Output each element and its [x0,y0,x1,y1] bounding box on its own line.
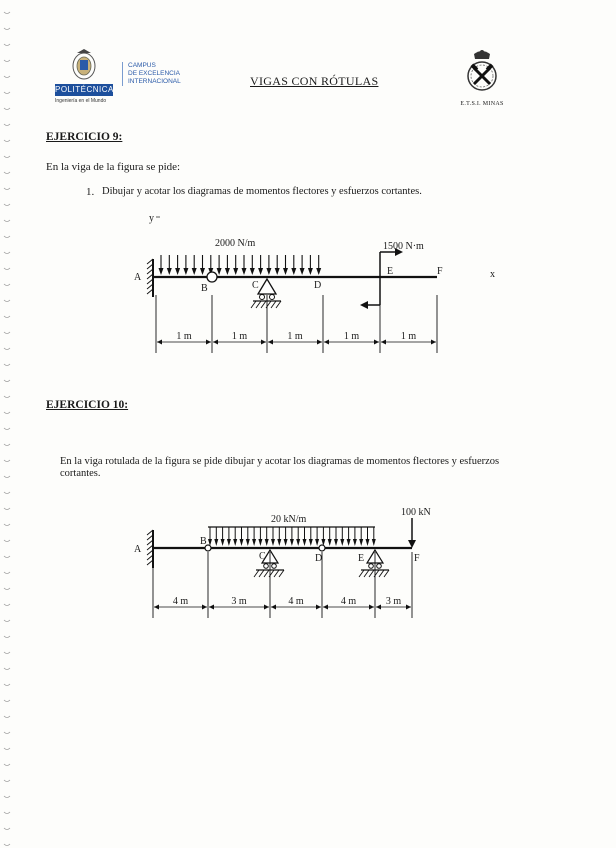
dimension-label: 1 m [343,331,360,342]
exercise-9-intro: En la viga de la figura se pide: [46,161,181,173]
binding-mark [4,220,10,222]
binding-mark [4,188,10,190]
load-arrow-head [250,268,255,275]
binding-mark [4,492,10,494]
load-arrow-head [328,539,332,546]
load-arrow-head [315,539,319,546]
binding-mark [4,124,10,126]
load-arrow-head [334,539,338,546]
dimension-label: 4 m [340,596,357,607]
binding-mark [4,828,10,830]
campus-line: CAMPUS [128,62,156,69]
point-a-label: A [134,544,142,555]
load-arrow-head [372,539,376,546]
ground-hatch-line [254,570,259,577]
binding-mark [4,604,10,606]
load-arrow-head [242,268,247,275]
binding-mark [4,588,10,590]
binding-mark [4,796,10,798]
binding-mark [4,508,10,510]
binding-mark [4,620,10,622]
exercise-9-item-number: 1. [86,186,95,198]
load-arrow-head [214,539,218,546]
binding-mark [4,668,10,670]
dimension-label: 4 m [172,596,189,607]
ground-hatch-line [276,301,281,308]
point-f-label: F [437,266,443,277]
ground-hatch-line [256,301,261,308]
ground-hatch-line [369,570,374,577]
exercise-9-item-text: Dibujar y acotar los diagramas de momentos flectores y esfuerzos cortantes. [102,186,422,197]
page-header [0,40,616,110]
binding-mark [4,252,10,254]
dimension-arrow [381,340,386,345]
university-logo [55,48,114,104]
binding-mark [4,364,10,366]
binding-mark [4,172,10,174]
load-arrow-head [221,539,225,546]
load-arrow-head [291,268,296,275]
moment-label: 1500 N·m [383,241,424,252]
load-arrow-head [353,539,357,546]
dimension-label: 1 m [231,331,248,342]
binding-mark [4,428,10,430]
load-arrow-head [303,539,307,546]
dimension-arrow [317,340,322,345]
binding-mark [4,396,10,398]
beam-diagram-ex10 [128,500,438,625]
load-arrow-head [290,539,294,546]
dimension-label: 1 m [287,331,303,342]
fixed-support-a [147,259,153,297]
distributed-load-label: 2000 N/m [215,238,256,249]
binding-mark [4,764,10,766]
dimension-arrow [324,340,329,345]
load-arrow-head [308,268,313,275]
binding-mark [4,572,10,574]
ground-hatch-line [251,301,256,308]
load-arrow-head [359,539,363,546]
load-arrow-head [233,268,238,275]
binding-mark [4,524,10,526]
axis-y-label: y [149,213,154,224]
dimension-arrow [431,340,436,345]
school-logo [452,48,512,107]
load-arrow-head [300,268,305,275]
load-arrow-head [258,268,263,275]
exercise-10-heading: EJERCICIO 10: [46,399,129,411]
dimension-lines [156,295,437,353]
dimension-arrow [271,605,276,610]
binding-mark [4,460,10,462]
load-arrow-head [252,539,256,546]
dimension-arrow [374,340,379,345]
dimension-arrow [157,340,162,345]
distributed-load-label: 20 kN/m [271,514,307,525]
hinge-b [207,272,217,282]
beam-diagram-ex9 [125,205,515,355]
binding-mark [4,812,10,814]
load-arrow-head [159,268,164,275]
binding-mark [4,444,10,446]
load-arrow-head [192,268,197,275]
ground-hatch-line [271,301,276,308]
fixed-support-a [147,530,153,568]
point-load-label: 100 kN [401,507,431,518]
binding-mark [4,844,10,846]
ground-hatch-line [384,570,389,577]
campus-line: DE EXCELENCIA [128,70,181,77]
binding-mark [4,700,10,702]
axis-x-label: x [490,269,495,280]
point-b-label: B [201,283,208,294]
point-b-label: B [200,536,207,547]
dimension-arrow [202,605,207,610]
ground-hatch-line [274,570,279,577]
binding-mark [4,780,10,782]
binding-mark [4,412,10,414]
binding-mark [4,348,10,350]
load-arrow-head [233,539,237,546]
load-arrow-head [266,268,271,275]
load-arrow-head [347,539,351,546]
school-crest-icon [460,48,504,94]
binding-mark [4,12,10,14]
binding-mark [4,732,10,734]
load-arrow-head [309,539,313,546]
dimension-label: 1 m [400,331,417,342]
binding-mark [4,476,10,478]
dimension-label: 1 m [176,331,192,342]
binding-mark [4,332,10,334]
binding-mark [4,268,10,270]
load-arrow-head [246,539,250,546]
load-arrow-head [227,539,231,546]
load-arrow-head [265,539,269,546]
load-arrow-head [296,539,300,546]
exercise-9-heading: EJERCICIO 9: [46,131,123,143]
binding-mark [4,652,10,654]
load-arrow-head [366,539,370,546]
binding-mark [4,156,10,158]
point-e-label: E [358,553,365,564]
load-arrow-head [283,268,288,275]
university-sub-label: Ingeniería en el Mundo [55,98,107,104]
dimension-arrow [316,605,321,610]
dimension-label: 4 m [288,596,304,607]
point-e-label: E [387,266,394,277]
university-crest-icon [55,48,113,82]
binding-mark [4,140,10,142]
load-arrow-head [316,268,321,275]
page-title: VIGAS CON RÓTULAS [250,74,379,88]
ground-hatch-line [264,570,269,577]
dimension-arrow [268,340,273,345]
binding-mark [4,236,10,238]
ground-hatch-line [379,570,384,577]
dimension-arrow [369,605,374,610]
binding-mark [4,380,10,382]
point-a-label: A [134,272,142,283]
dimension-arrow [376,605,381,610]
binding-mark [4,284,10,286]
load-arrow-head [217,268,222,275]
binding-mark [4,204,10,206]
distributed-load [159,255,322,275]
dimension-arrow [261,340,266,345]
load-arrow-head [258,539,262,546]
dimension-label: 3 m [385,596,402,607]
point-c-label: C [259,551,266,562]
ground-hatch-line [279,570,284,577]
dimension-arrow [154,605,159,610]
load-arrow-head [225,268,230,275]
load-arrow-head [240,539,244,546]
point-d-label: D [315,553,323,564]
university-logo-label: POLITÉCNICA [55,85,114,94]
load-arrow-head [183,268,188,275]
load-arrow-head [275,268,280,275]
load-arrow-head [271,539,275,546]
load-arrow-head [175,268,180,275]
load-arrow-head [340,539,344,546]
binding-mark [4,748,10,750]
dimension-arrow [264,605,269,610]
binding-mark [4,540,10,542]
school-label: E.T.S.I. MINAS [460,101,504,107]
dimension-arrow [206,340,211,345]
dimension-arrow [209,605,214,610]
distributed-load [208,527,376,546]
dimension-arrow [406,605,411,610]
load-arrow-head [167,268,172,275]
load-arrow-head [200,268,205,275]
ground-hatch-line [261,301,266,308]
point-c-label: C [252,280,259,291]
binding-mark [4,636,10,638]
load-arrow-head [284,539,288,546]
binding-mark [4,716,10,718]
ground-hatch-line [259,570,264,577]
ground-hatch-line [359,570,364,577]
binding-mark [4,684,10,686]
point-load [408,518,416,548]
point-f-label: F [414,553,420,564]
point-d-label: D [314,280,322,291]
binding-mark [4,316,10,318]
campus-label [122,62,208,86]
dimension-label: 3 m [231,596,247,607]
ground-hatch-line [364,570,369,577]
binding-margin [0,0,14,848]
binding-mark [4,300,10,302]
applied-moment [360,248,403,309]
exercise-10-text: En la viga rotulada de la figura se pide dibujar y acotar los diagramas de momentos flectores y esfuerzos cortantes. [60,456,500,479]
dimension-arrow [323,605,328,610]
binding-mark [4,556,10,558]
binding-mark [4,28,10,30]
dimension-arrow [213,340,218,345]
campus-line: INTERNACIONAL [128,78,181,85]
load-arrow-head [277,539,281,546]
hinge-d [319,545,325,551]
